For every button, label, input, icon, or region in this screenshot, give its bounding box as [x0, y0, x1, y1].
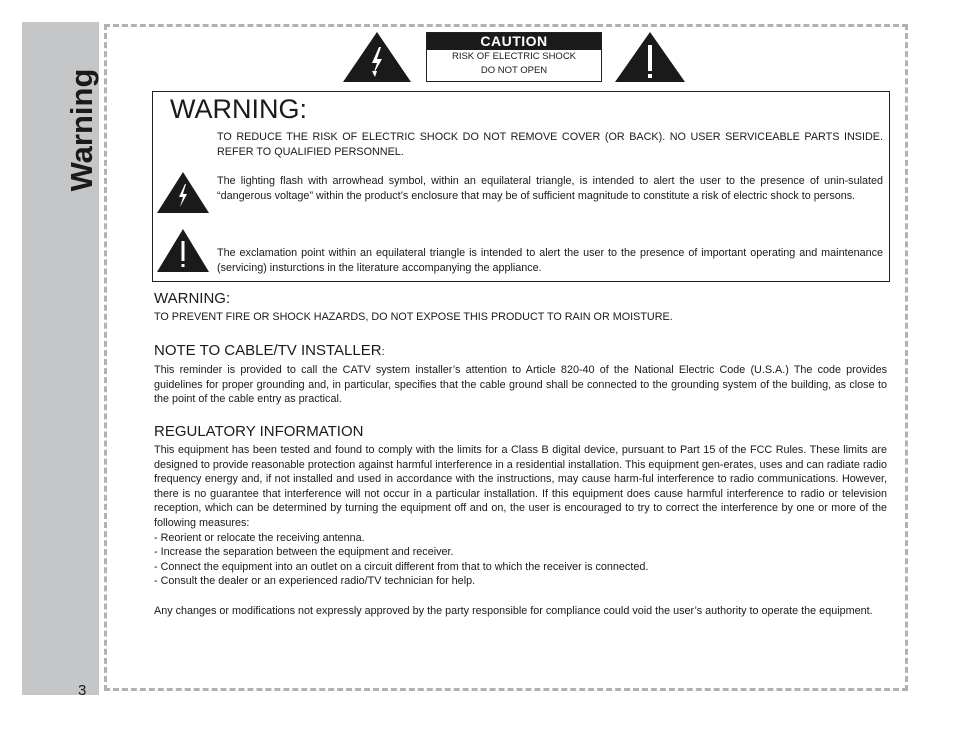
cable-heading-text: NOTE TO CABLE/TV INSTALLER	[154, 342, 382, 359]
measure-item: - Connect the equipment into an outlet on a circuit different from that to which the receiver is connected.	[154, 560, 649, 573]
caution-line-2: DO NOT OPEN	[480, 65, 548, 76]
measure-item: - Reorient or relocate the receiving antenna.	[154, 531, 365, 544]
cable-installer-text: This reminder is provided to call the CATV system installer’s attention to Article 820-40 of the National Electric Code (U.S.A.) The code provides guidelines for proper grounding and, in particular, specifies that the cable ground shall be connected to the grounding system of the building, as close to the point of the cable entry as practical.	[154, 364, 887, 406]
caution-line-1: RISK OF ELECTRIC SHOCK	[451, 51, 577, 62]
moisture-warning-section	[154, 290, 887, 325]
exclamation-triangle-icon	[156, 229, 210, 273]
cable-installer-section	[154, 342, 887, 407]
moisture-warning-heading: WARNING:	[154, 290, 231, 307]
caution-heading: CAUTION	[427, 33, 601, 50]
measure-item: - Increase the separation between the equipment and receiver.	[154, 546, 454, 559]
sidebar-title: Warning	[64, 68, 99, 192]
page-number: 3	[78, 682, 87, 699]
exclamation-description: The exclamation point within an equilateral triangle is intended to alert the user to the presence of important operating and maintenance (servicing) insturctions in the literature accompanying the appliance.	[217, 247, 883, 274]
sidebar	[22, 22, 99, 699]
warning-title: WARNING:	[170, 94, 307, 124]
caution-label	[426, 32, 602, 82]
cable-installer-heading	[154, 342, 887, 361]
measure-item: - Consult the dealer or an experienced radio/TV technician for help.	[154, 575, 476, 588]
regulatory-section	[154, 423, 887, 618]
moisture-warning-text: TO PREVENT FIRE OR SHOCK HAZARDS, DO NOT EXPOSE THIS PRODUCT TO RAIN OR MOISTURE.	[154, 311, 673, 323]
exclamation-warning-icon	[614, 32, 686, 84]
warning-intro: TO REDUCE THE RISK OF ELECTRIC SHOCK DO NOT REMOVE COVER (OR BACK). NO USER SERVICEABLE PARTS INSIDE. REFER TO QUALIFIED PERSONNEL.	[217, 131, 883, 158]
regulatory-text: This equipment has been tested and found to comply with the limits for a Class B digital device, pursuant to Part 15 of the FCC Rules. These limits are designed to provide reasonable protection against harmful interference in a residential installation. This equipment gen-erates, uses and can radiate radio frequency energy and, if not installed and used in accordance with the instructions, may cause harm-ful interference to radio communications. However, there is no guarantee that interference will not occur in a particular installation. If this equipment does cause harmful interference to radio or television reception, which can be determined by turning the equipment off and on, the user is encouraged to try to correct the interference by one or more of the following measures:	[154, 444, 887, 529]
warning-box	[152, 91, 890, 282]
regulatory-heading: REGULATORY INFORMATION	[154, 423, 364, 440]
lightning-description: The lighting flash with arrowhead symbol, within an equilateral triangle, is intended to alert the user to the presence of unin-sulated “dangerous voltage” within the product’s enclosure that may be of sufficient magnitude to constitute a risk of electric shock to persons.	[217, 175, 883, 202]
regulatory-closing: Any changes or modifications not expressly approved by the party responsible for compliance could void the user’s authority to operate the equipment.	[154, 604, 873, 617]
cable-heading-colon: :	[381, 346, 385, 358]
lightning-warning-icon	[342, 32, 412, 84]
lightning-triangle-icon	[156, 172, 210, 214]
